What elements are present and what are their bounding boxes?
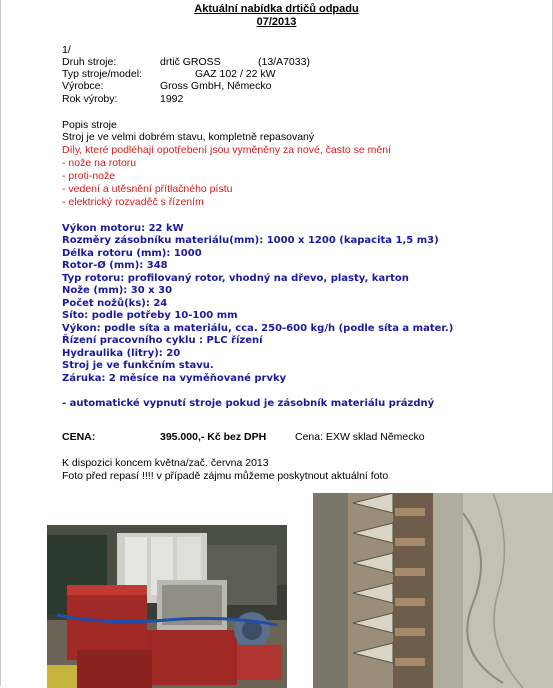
tech-spec-line: Nože (mm): 30 x 30 bbox=[62, 285, 173, 296]
photo-note: Foto před repasí !!!! v případě zájmu můžeme poskytnout aktuální foto bbox=[62, 470, 389, 482]
tech-spec-line: Výkon motoru: 22 kW bbox=[62, 223, 184, 234]
spec-label: Druh stroje: bbox=[62, 56, 117, 68]
replaced-parts-item: Díly, které podléhají opotřebení jsou vyměněny za nové, často se mění bbox=[62, 144, 391, 156]
tech-spec-line: Typ rotoru: profilovaný rotor, vhodný na dřevo, plasty, karton bbox=[62, 273, 409, 284]
spec-value: GAZ 102 / 22 kW bbox=[195, 68, 276, 80]
document-title: Aktuální nabídka drtičů odpadu bbox=[194, 3, 359, 15]
tech-spec-line: Záruka: 2 měsíce na vyměňované prvky bbox=[62, 373, 287, 384]
tech-spec-line: Délka rotoru (mm): 1000 bbox=[62, 248, 202, 259]
replaced-parts-item: - proti-nože bbox=[62, 170, 116, 182]
description-text: Stroj je ve velmi dobrém stavu, kompletně repasovaný bbox=[62, 131, 315, 143]
tech-spec-line: Počet nožů(ks): 24 bbox=[62, 298, 168, 309]
photo-icon bbox=[313, 493, 553, 688]
tech-spec-line: Stroj je ve funkčním stavu. bbox=[62, 360, 214, 371]
spec-label: Výrobce: bbox=[62, 80, 104, 92]
spec-value: 1992 bbox=[160, 93, 184, 105]
spec-label: Rok výroby: bbox=[62, 93, 118, 105]
item-number: 1/ bbox=[62, 44, 71, 56]
price-value: 395.000,- Kč bez DPH bbox=[160, 431, 267, 443]
spec-value: Gross GmbH, Německo bbox=[160, 80, 272, 92]
tech-spec-line: Síto: podle potřeby 10-100 mm bbox=[62, 310, 238, 321]
price-label: CENA: bbox=[62, 431, 96, 443]
auto-shutdown-note: - automatické vypnutí stroje pokud je zásobník materiálu prázdný bbox=[62, 398, 435, 409]
document-date: 07/2013 bbox=[256, 16, 297, 28]
replaced-parts-item: - elektrický rozvaděč s řízením bbox=[62, 196, 204, 208]
photo-icon bbox=[47, 525, 287, 688]
tech-spec-line: Výkon: podle síta a materiálu, cca. 250-600 kg/h (podle síta a mater.) bbox=[62, 323, 454, 334]
spec-extra: (13/A7033) bbox=[258, 56, 310, 68]
tech-spec-line: Rozměry zásobníku materiálu(mm): 1000 x 1200 (kapacita 1,5 m3) bbox=[62, 235, 439, 246]
rotor-photo bbox=[313, 493, 553, 688]
price-location: Cena: EXW sklad Německo bbox=[295, 431, 425, 443]
availability-note: K dispozici koncem května/zač. června 2013 bbox=[62, 457, 269, 469]
machine-photo bbox=[47, 525, 287, 688]
spec-label: Typ stroje/model: bbox=[62, 68, 142, 80]
tech-spec-line: Rotor-Ø (mm): 348 bbox=[62, 260, 168, 271]
tech-spec-line: Hydraulika (litry): 20 bbox=[62, 348, 181, 359]
tech-spec-line: Řízení pracovního cyklu : PLC řízení bbox=[62, 335, 263, 346]
spec-value: drtič GROSS bbox=[160, 56, 221, 68]
replaced-parts-item: - vedení a utěsnění přítlačného pístu bbox=[62, 183, 233, 195]
replaced-parts-item: - nože na rotoru bbox=[62, 157, 137, 169]
description-heading: Popis stroje bbox=[62, 119, 117, 131]
